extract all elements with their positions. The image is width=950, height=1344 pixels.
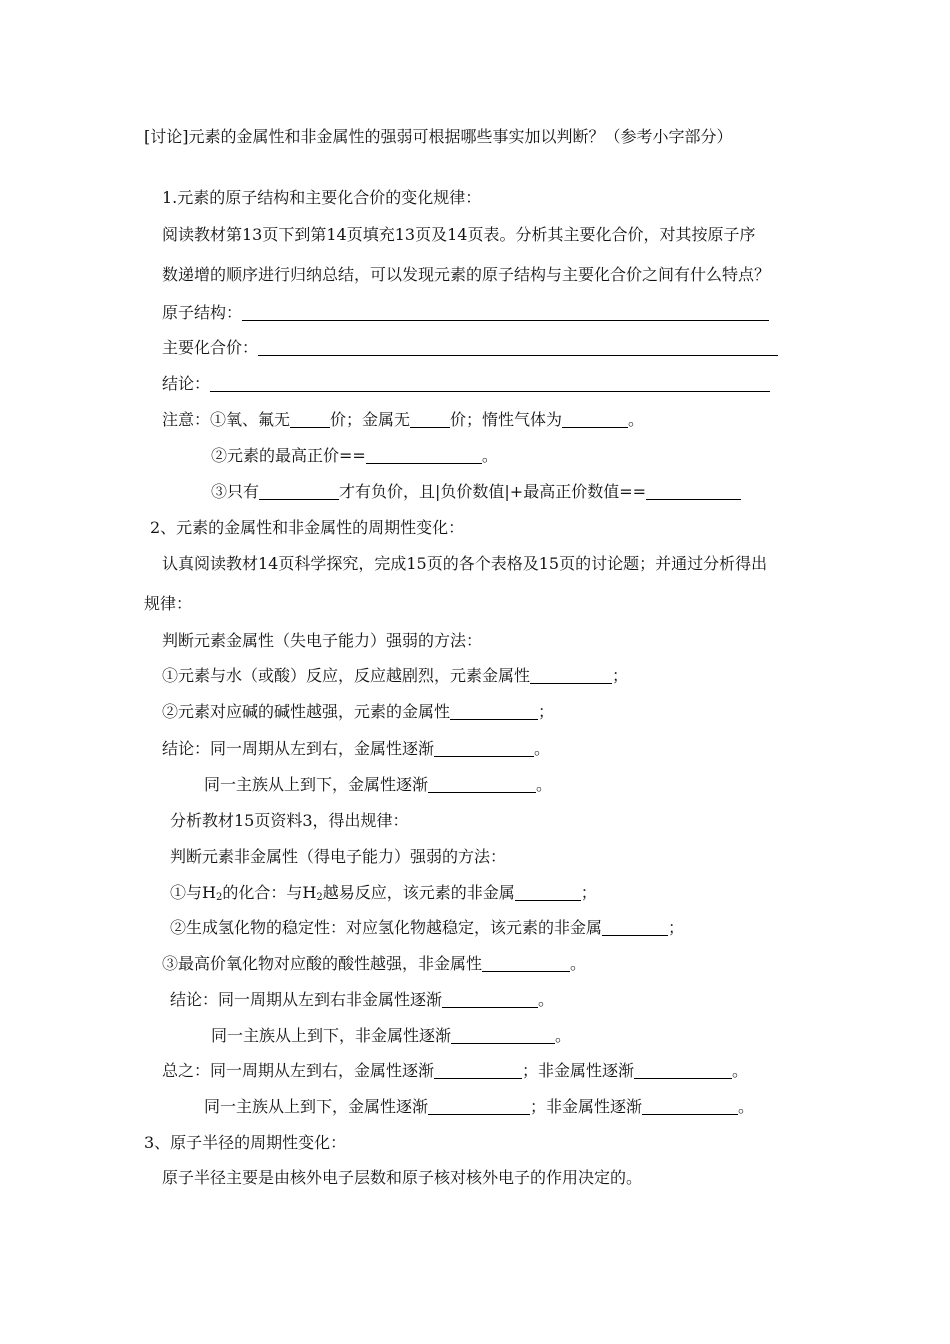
note3-text-b: 才有负价，且|负价数值|+最高正价数值== [339, 482, 647, 501]
metal-conclusion-2-text: 同一主族从上到下，金属性逐渐 [204, 775, 429, 794]
section3-text: 原子半径主要是由核外电子层数和原子核对核外电子的作用决定的。 [162, 1168, 643, 1187]
period: 。 [732, 1061, 749, 1080]
period: 。 [570, 954, 587, 973]
summary-1-blank-1[interactable] [434, 1062, 522, 1079]
semicolon: ； [612, 666, 629, 685]
section3-heading: 3、原子半径的周期性变化： [144, 1133, 347, 1152]
summary-1-text-b: ；非金属性逐渐 [522, 1061, 635, 1080]
subscript-2: 2 [316, 892, 323, 903]
note-blank-1[interactable] [290, 411, 330, 428]
section2-intro-2: 规律： [144, 594, 193, 613]
conclusion-blank[interactable] [210, 375, 770, 392]
note3-blank-2[interactable] [646, 483, 741, 500]
nonmetal-rule-3 [162, 954, 586, 974]
note2-end: 。 [481, 446, 498, 465]
period: 。 [555, 1026, 572, 1045]
nonmetal-rule-2 [170, 918, 684, 938]
main-valence-row [162, 338, 778, 358]
nonmetal-method-heading: 判断元素非金属性（得电子能力）强弱的方法： [170, 847, 507, 866]
nm3-text: ③最高价氧化物对应酸的酸性越强，非金属性 [162, 954, 483, 973]
metal-conclusion-1-blank[interactable] [434, 740, 534, 757]
metal-rule-2-text: ②元素对应碱的碱性越强，元素的金属性 [162, 702, 451, 721]
main-valence-label: 主要化合价： [162, 338, 259, 357]
section1-heading: 1.元素的原子结构和主要化合价的变化规律： [162, 188, 482, 207]
section2-intro-1: 认真阅读教材14页科学探究，完成15页的各个表格及15页的讨论题；并通过分析得出 [162, 554, 768, 573]
note-end: 。 [628, 410, 645, 429]
discussion-line: [讨论]元素的金属性和非金属性的强弱可根据哪些事实加以判断？（参考小字部分） [144, 127, 733, 146]
metal-rule-1 [162, 666, 628, 686]
note3-blank-1[interactable] [259, 483, 339, 500]
nm1-text-c: 越易反应，该元素的非金属 [322, 883, 515, 902]
metal-conclusion-1-text: 结论：同一周期从左到右，金属性逐渐 [162, 739, 435, 758]
conclusion-label: 结论： [162, 374, 211, 393]
summary-1-blank-2[interactable] [634, 1062, 732, 1079]
note-blank-2[interactable] [410, 411, 450, 428]
summary-1-text-a: 总之：同一周期从左到右，金属性逐渐 [162, 1061, 435, 1080]
note-row-3 [211, 482, 741, 502]
main-valence-blank[interactable] [258, 339, 778, 356]
nm-conclusion-1-text: 结论：同一周期从左到右非金属性逐渐 [170, 990, 443, 1009]
nonmetal-rule-1 [170, 883, 597, 908]
summary-2-text-a: 同一主族从上到下，金属性逐渐 [204, 1097, 429, 1116]
semicolon: ； [668, 918, 685, 937]
conclusion-row [162, 374, 770, 394]
nm-conclusion-2-text: 同一主族从上到下，非金属性逐渐 [211, 1026, 452, 1045]
nonmetal-conclusion-2 [211, 1026, 571, 1046]
note2-blank[interactable] [366, 447, 482, 464]
note2-text: ②元素的最高正价== [211, 446, 366, 465]
nm1-blank[interactable] [515, 884, 581, 901]
metal-conclusion-1 [162, 739, 550, 759]
nm2-text: ②生成氢化物的稳定性：对应氢化物越稳定，该元素的非金属 [170, 918, 603, 937]
summary-1 [162, 1061, 748, 1081]
period: 。 [738, 1097, 755, 1116]
subscript-2: 2 [215, 892, 223, 903]
metal-method-heading: 判断元素金属性（失电子能力）强弱的方法： [162, 631, 483, 650]
summary-2-text-b: ；非金属性逐渐 [530, 1097, 643, 1116]
note-text-a: 注意：①氧、氟无 [162, 410, 291, 429]
note-row-2 [211, 446, 498, 466]
note-text-c: 价；惰性气体为 [450, 410, 563, 429]
nm1-text-a: ①与H [170, 883, 216, 902]
note-row-1 [162, 410, 644, 430]
note-text-b: 价；金属无 [330, 410, 411, 429]
section2-heading: 2、元素的金属性和非金属性的周期性变化： [150, 518, 465, 537]
period: 。 [536, 775, 553, 794]
period: 。 [534, 739, 551, 758]
atom-structure-row [162, 303, 769, 323]
semicolon: ； [580, 883, 597, 902]
summary-2 [204, 1097, 754, 1117]
nm2-blank[interactable] [602, 919, 668, 936]
semicolon: ； [538, 702, 555, 721]
metal-rule-1-text: ①元素与水（或酸）反应，反应越剧烈，元素金属性 [162, 666, 531, 685]
metal-conclusion-2 [204, 775, 552, 795]
nm3-blank[interactable] [482, 955, 570, 972]
nm-conclusion-1-blank[interactable] [442, 991, 538, 1008]
metal-conclusion-2-blank[interactable] [428, 776, 536, 793]
metal-rule-2-blank[interactable] [450, 703, 538, 720]
nm1-text-b: 的化合：与H [222, 883, 317, 902]
section1-intro-1: 阅读教材第13页下到第14页填充13页及14页表。分析其主要化合价，对其按原子序 [162, 225, 756, 244]
section1-intro-2: 数递增的顺序进行归纳总结，可以发现元素的原子结构与主要化合价之间有什么特点？ [162, 265, 771, 284]
period: 。 [538, 990, 555, 1009]
note3-text-a: ③只有 [211, 482, 260, 501]
atom-structure-blank[interactable] [242, 304, 769, 321]
analysis-line: 分析教材15页资料3，得出规律： [170, 811, 409, 830]
note-blank-3[interactable] [562, 411, 628, 428]
nm-conclusion-2-blank[interactable] [451, 1027, 555, 1044]
metal-rule-2 [162, 702, 554, 722]
atom-structure-label: 原子结构： [162, 303, 243, 322]
metal-rule-1-blank[interactable] [530, 667, 612, 684]
nonmetal-conclusion-1 [170, 990, 554, 1010]
summary-2-blank-1[interactable] [428, 1098, 530, 1115]
summary-2-blank-2[interactable] [642, 1098, 738, 1115]
